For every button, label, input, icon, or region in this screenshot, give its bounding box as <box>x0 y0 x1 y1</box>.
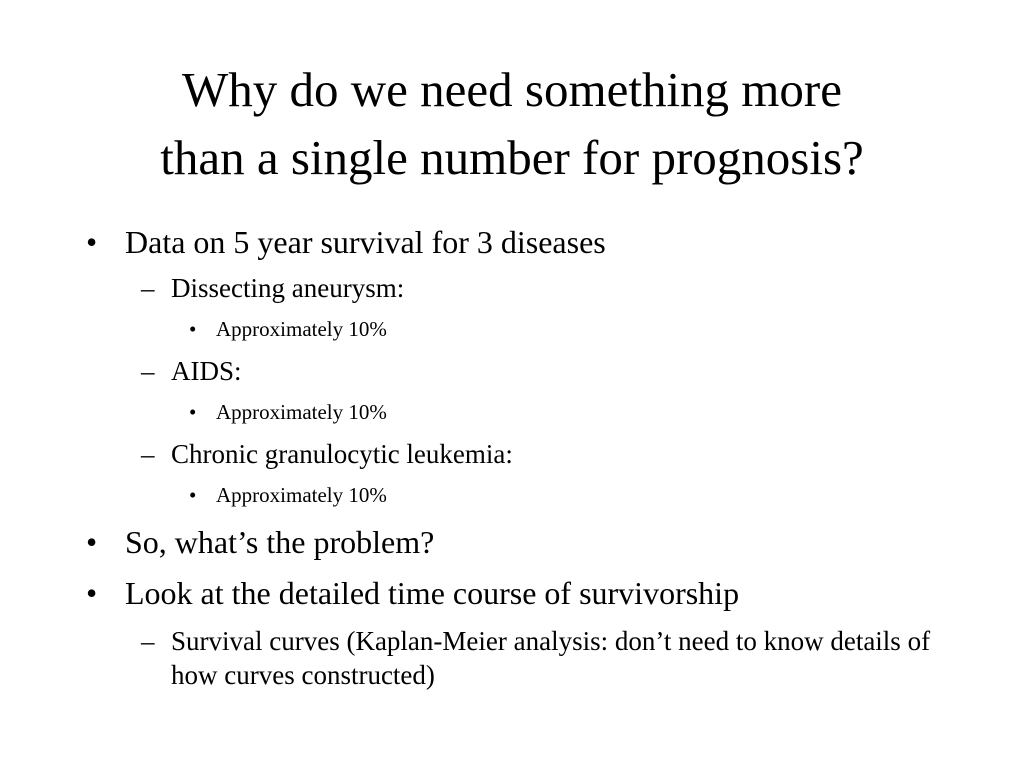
dash-marker: – <box>141 273 155 303</box>
sub-bullet-text: Survival curves (Kaplan-Meier analysis: don’t need to know details of how curves constructed) <box>171 626 931 690</box>
bullet-marker: • <box>189 400 197 424</box>
sub-sub-bullet-text: Approximately 10% <box>216 400 387 424</box>
title-line-2: than a single number for prognosis? <box>160 130 864 185</box>
dash-marker: – <box>141 626 155 656</box>
slide-title <box>0 56 1024 192</box>
title-line-1: Why do we need something more <box>182 62 842 117</box>
bullet-text: So, what’s the problem? <box>125 524 435 560</box>
dash-marker: – <box>141 439 155 469</box>
dash-marker: – <box>141 356 155 386</box>
sub-bullet-text: Chronic granulocytic leukemia: <box>171 439 513 469</box>
bullet-marker: • <box>86 524 98 560</box>
sub-bullet-text: AIDS: <box>171 356 242 386</box>
bullet-text: Data on 5 year survival for 3 diseases <box>125 224 606 260</box>
bullet-marker: • <box>86 224 98 260</box>
sub-sub-bullet-text: Approximately 10% <box>216 483 387 507</box>
bullet-marker: • <box>86 575 98 611</box>
bullet-marker: • <box>189 317 197 341</box>
bullet-marker: • <box>189 483 197 507</box>
sub-sub-bullet-text: Approximately 10% <box>216 317 387 341</box>
sub-bullet-text: Dissecting aneurysm: <box>171 273 405 303</box>
bullet-text: Look at the detailed time course of survivorship <box>125 575 740 611</box>
